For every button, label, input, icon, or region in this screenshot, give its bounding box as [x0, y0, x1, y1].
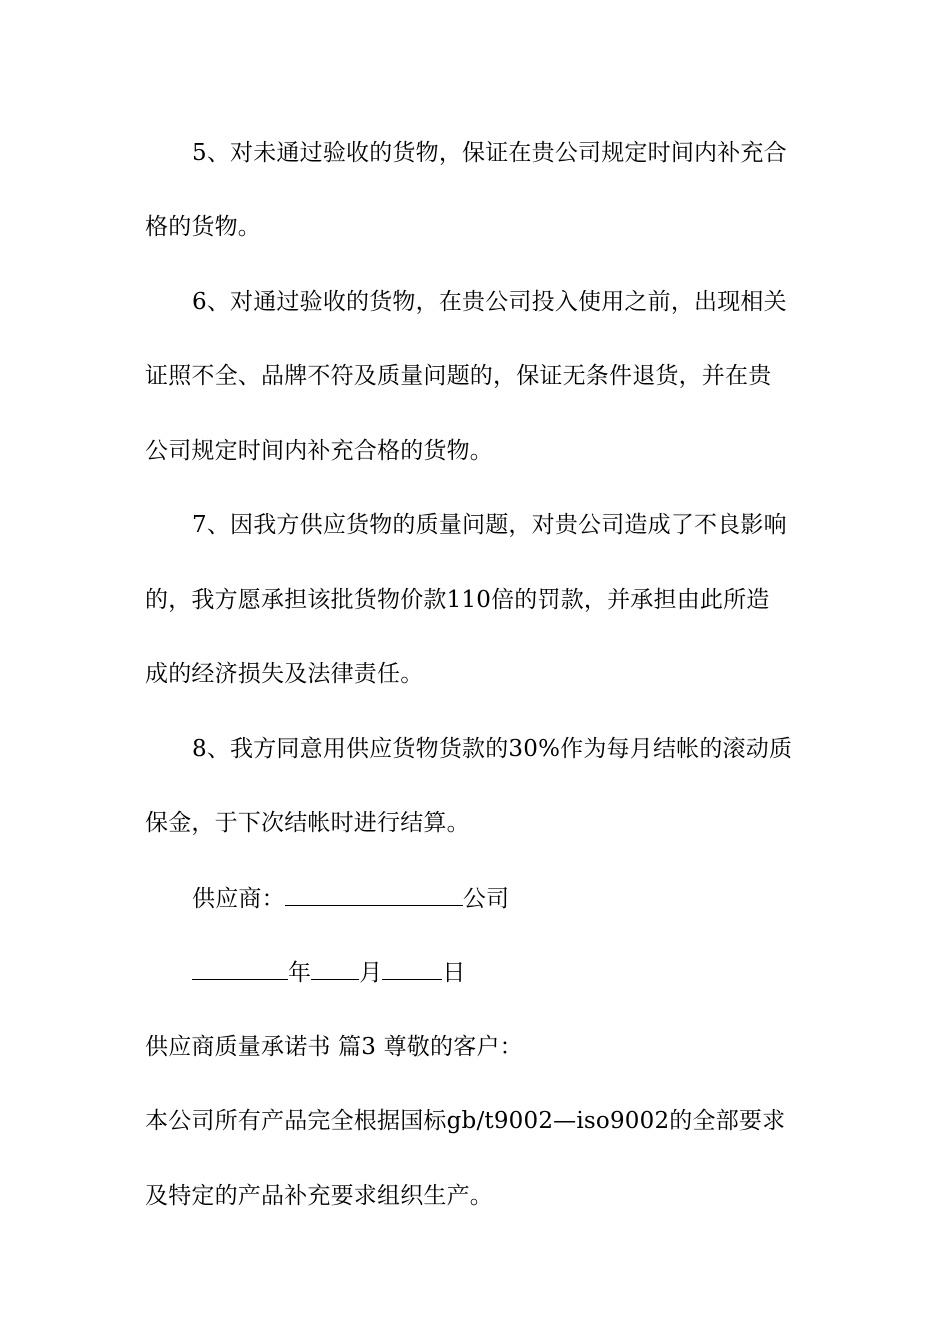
- supplier-name-blank: [285, 883, 463, 906]
- paragraph-6-line-3: 公司规定时间内补充合格的货物。: [145, 438, 493, 464]
- paragraph-7-line-1: 7、因我方供应货物的质量问题，对贵公司造成了不良影响: [192, 512, 787, 538]
- day-blank: [382, 957, 442, 980]
- paragraph-7-line-3: 成的经济损失及法律责任。: [145, 661, 424, 687]
- year-blank: [192, 957, 288, 980]
- section-3-line-2: 及特定的产品补充要求组织生产。: [145, 1183, 493, 1209]
- paragraph-8-line-1: 8、我方同意用供应货物货款的30%作为每月结帐的滚动质: [192, 736, 793, 762]
- section-3-heading: 供应商质量承诺书 篇3 尊敬的客户：: [145, 1034, 523, 1060]
- supplier-label: 供应商：: [192, 886, 285, 912]
- paragraph-8-line-2: 保金，于下次结帐时进行结算。: [145, 810, 470, 836]
- year-label: 年: [288, 960, 312, 986]
- paragraph-6-line-1: 6、对通过验收的货物，在贵公司投入使用之前，出现相关: [192, 289, 787, 315]
- month-label: 月: [359, 960, 383, 986]
- month-blank: [311, 957, 359, 980]
- paragraph-6-line-2: 证照不全、品牌不符及质量问题的，保证无条件退货，并在贵: [145, 363, 772, 389]
- date-line: [192, 957, 807, 988]
- day-label: 日: [442, 960, 466, 986]
- paragraph-5-line-1: 5、对未通过验收的货物，保证在贵公司规定时间内补充合: [192, 140, 787, 166]
- paragraph-5-line-2: 格的货物。: [145, 214, 261, 240]
- section-3-line-1: 本公司所有产品完全根据国标gb/t9002—iso9002的全部要求: [145, 1108, 786, 1134]
- paragraph-7-line-2: 的，我方愿承担该批货物价款110倍的罚款，并承担由此所造: [145, 587, 770, 613]
- supplier-signature-line: [192, 883, 807, 914]
- supplier-suffix: 公司: [462, 886, 510, 912]
